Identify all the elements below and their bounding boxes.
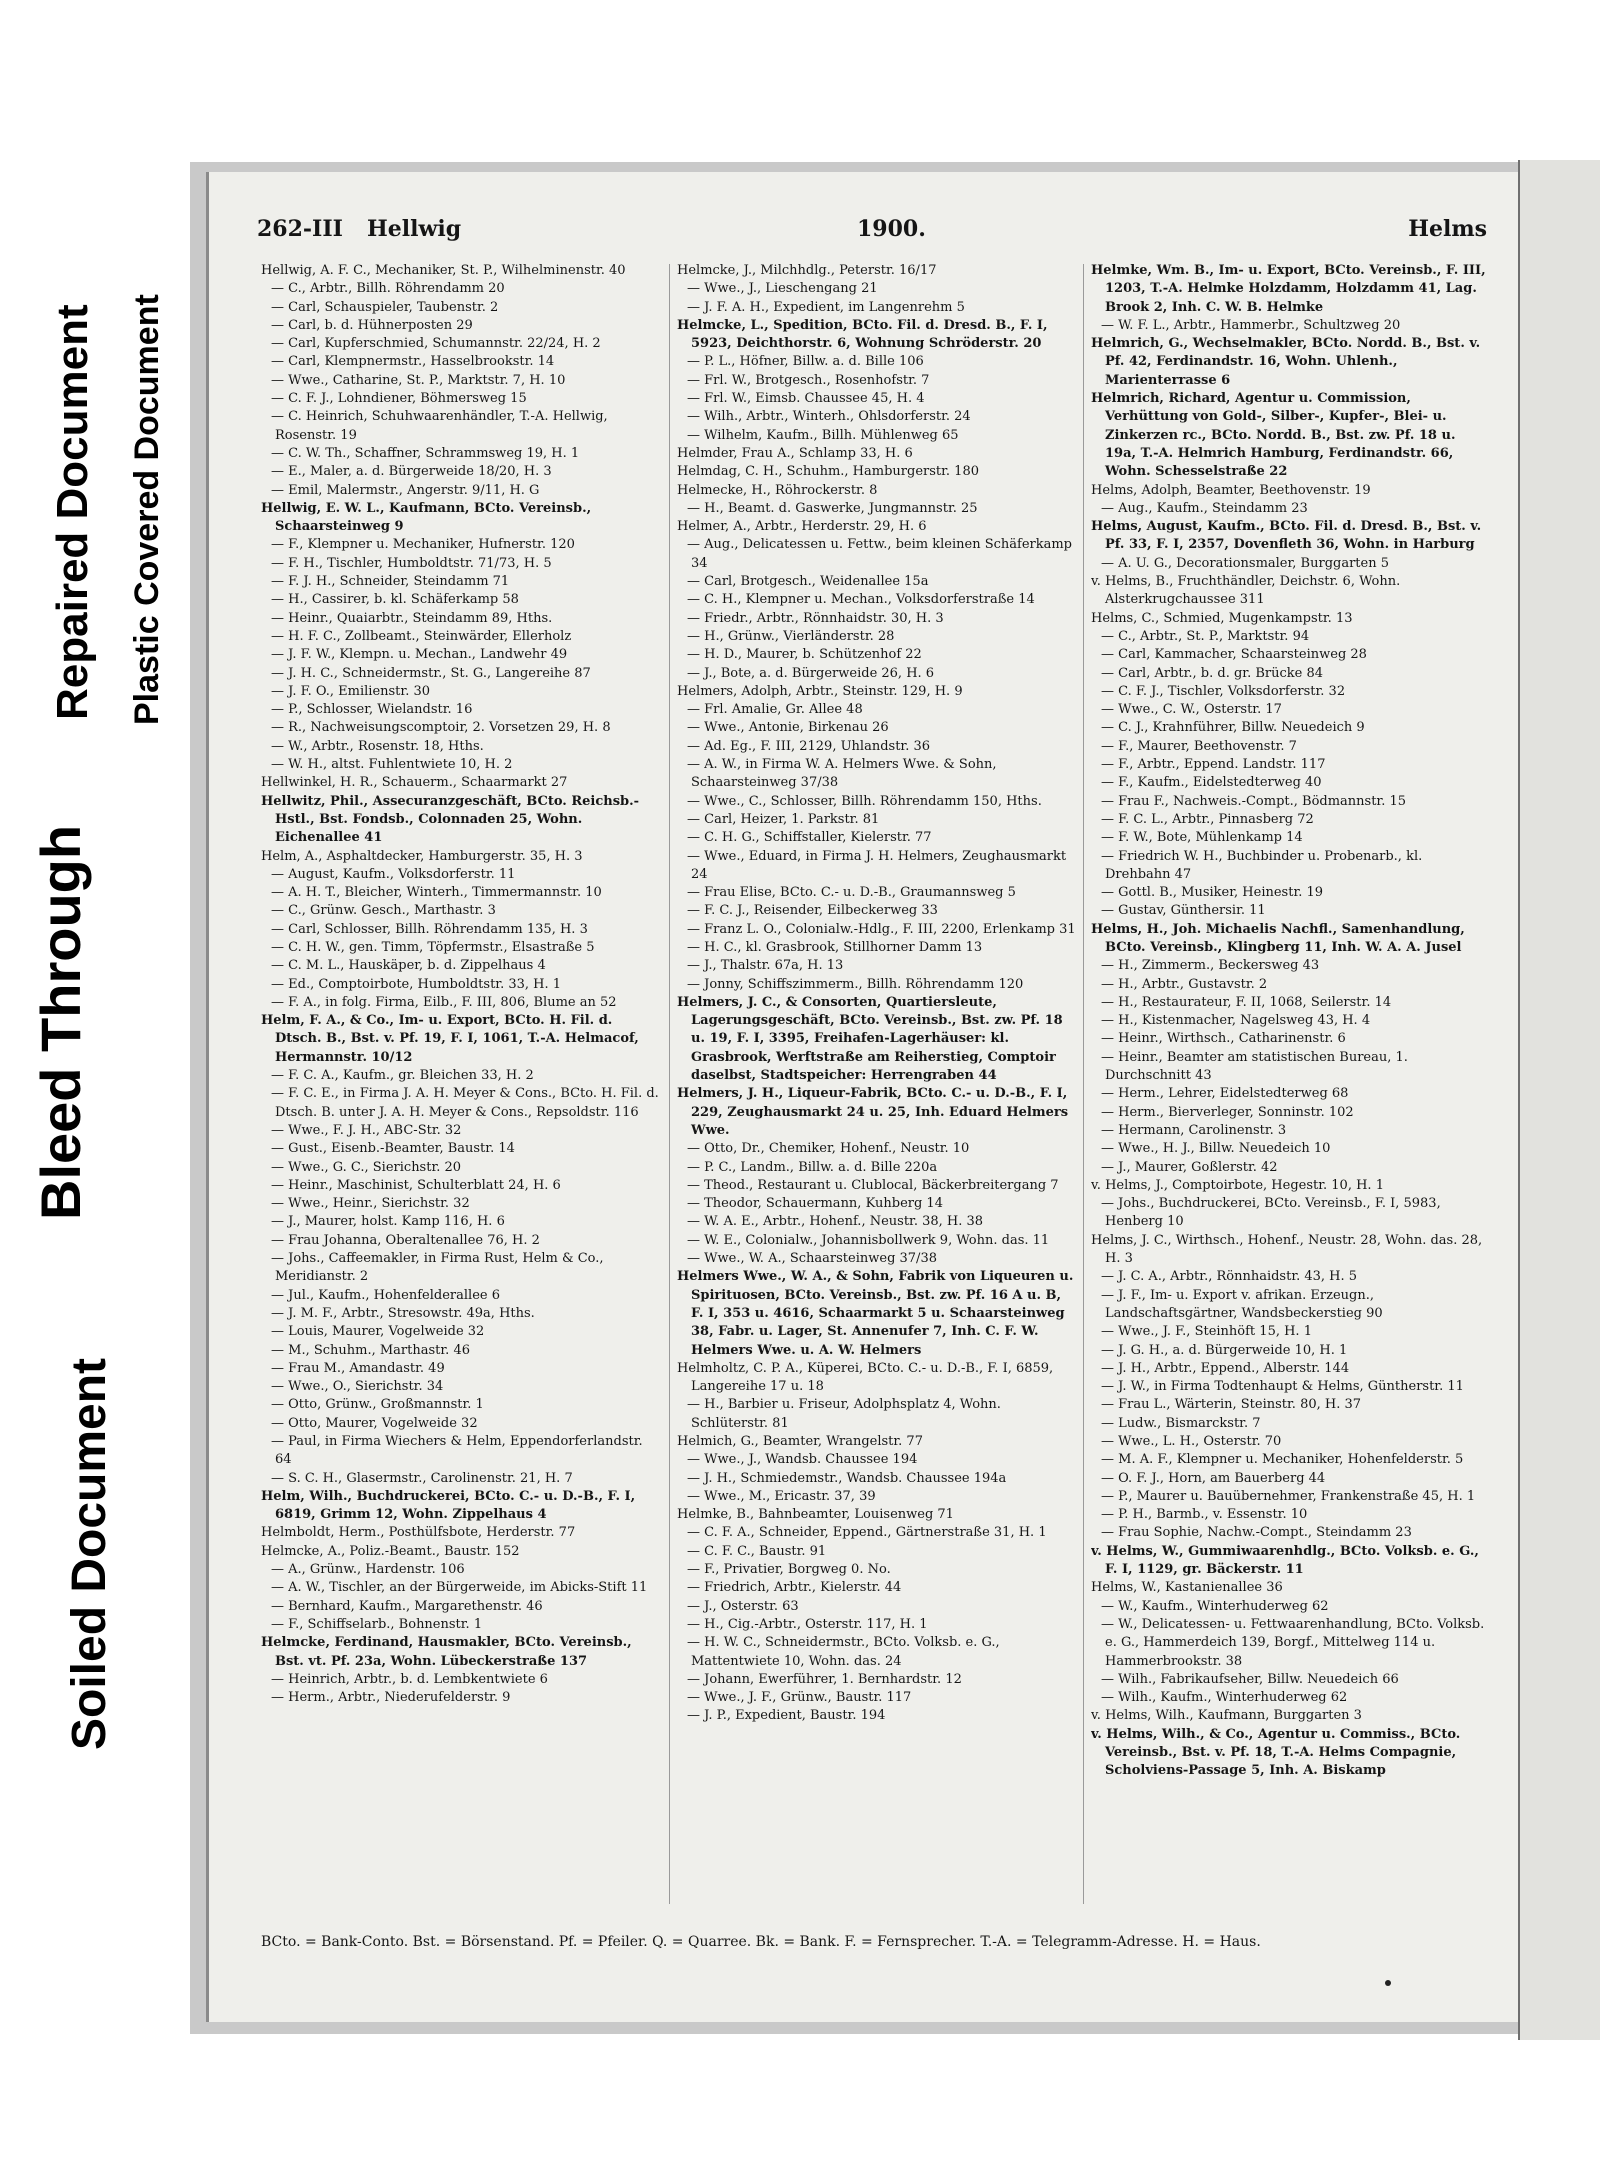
directory-sub-entry: — Frl. W., Brotgesch., Rosenhofstr. 7: [687, 372, 930, 388]
directory-entry: Helm, Wilh., Buchdruckerei, BCto. C.- u. D.-B., F. I, 6819, Grimm 12, Wohn. Zippelhaus 4: [261, 1488, 636, 1523]
directory-entry: Helmcke, L., Spedition, BCto. Fil. d. Dresd. B., F. I, 5923, Deichthorstr. 6, Wohnung Schröderstr. 20: [677, 317, 1048, 352]
directory-entry: Helm, A., Asphaltdecker, Hamburgerstr. 35, H. 3: [261, 848, 583, 864]
directory-sub-entry: — Theodor, Schauermann, Kuhberg 14: [687, 1196, 943, 1212]
directory-entry: Hellwig, E. W. L., Kaufmann, BCto. Vereinsb., Schaarsteinweg 9: [261, 500, 592, 535]
directory-sub-entry: — Wwe., J., Lieschengang 21: [687, 281, 878, 297]
directory-sub-entry: — E., Maler, a. d. Bürgerweide 18/20, H. 3: [271, 464, 552, 480]
directory-sub-entry: — P., Schlosser, Wielandstr. 16: [271, 702, 473, 718]
directory-column-1: [261, 262, 661, 1912]
directory-sub-entry: — Frau Elise, BCto. C.- u. D.-B., Graumannsweg 5: [687, 885, 1016, 901]
directory-sub-entry: — J. F., Im- u. Export v. afrikan. Erzeugn., Landschaftsgärtner, Wandsbeckerstieg 90: [1101, 1287, 1383, 1321]
directory-entry: Helmke, B., Bahnbeamter, Louisenweg 71: [677, 1507, 954, 1523]
directory-sub-entry: — Herm., Lehrer, Eidelstedterweg 68: [1101, 1086, 1349, 1102]
directory-sub-entry: — A. U. G., Decorationsmaler, Burggarten 5: [1101, 555, 1389, 571]
directory-sub-entry: — Wwe., O., Sierichstr. 34: [271, 1379, 444, 1395]
directory-sub-entry: — Ad. Eg., F. III, 2129, Uhlandstr. 36: [687, 738, 931, 754]
directory-sub-entry: — F., Kaufm., Eidelstedterweg 40: [1101, 775, 1322, 791]
directory-entry: Helmers, Adolph, Arbtr., Steinstr. 129, H. 9: [677, 683, 963, 699]
directory-sub-entry: — H., Zimmerm., Beckersweg 43: [1101, 958, 1320, 974]
directory-sub-entry: — F., Schiffselarb., Bohnenstr. 1: [271, 1616, 483, 1632]
directory-sub-entry: — H., Grünw., Vierländerstr. 28: [687, 628, 895, 644]
label-repaired-document: Repaired Document: [48, 304, 97, 720]
directory-sub-entry: — W. A. E., Arbtr., Hohenf., Neustr. 38, H. 38: [687, 1214, 984, 1230]
directory-entry: Helmer, A., Arbtr., Herderstr. 29, H. 6: [677, 519, 927, 535]
directory-sub-entry: — H., Cig.-Arbtr., Osterstr. 117, H. 1: [687, 1616, 928, 1632]
page-number: 262-III: [257, 216, 343, 242]
directory-entry: Helmder, Frau A., Schlamp 33, H. 6: [677, 445, 913, 461]
directory-sub-entry: — H., Arbtr., Gustavstr. 2: [1101, 976, 1268, 992]
directory-sub-entry: — Carl, Kupferschmied, Schumannstr. 22/24, H. 2: [271, 336, 601, 352]
directory-sub-entry: — Wwe., Antonie, Birkenau 26: [687, 720, 889, 736]
directory-sub-entry: — Wwe., L. H., Osterstr. 70: [1101, 1434, 1282, 1449]
directory-sub-entry: — Carl, Klempnermstr., Hasselbrookstr. 14: [271, 354, 555, 370]
directory-sub-entry: — Carl, Arbtr., b. d. gr. Brücke 84: [1101, 665, 1324, 681]
directory-sub-entry: — Wwe., J., Wandsb. Chaussee 194: [687, 1452, 918, 1468]
directory-sub-entry: — M. A. F., Klempner u. Mechaniker, Hohenfelderstr. 5: [1101, 1452, 1464, 1468]
directory-sub-entry: — Johs., Caffeemakler, in Firma Rust, Helm & Co., Meridianstr. 2: [271, 1251, 604, 1285]
directory-sub-entry: — Friedrich W. H., Buchbinder u. Probenarb., kl. Drehbahn 47: [1101, 848, 1423, 882]
directory-sub-entry: — W. H., altst. Fuhlentwiete 10, H. 2: [271, 757, 513, 773]
directory-sub-entry: — Johs., Buchdruckerei, BCto. Vereinsb., F. I, 5983, Henberg 10: [1101, 1196, 1441, 1230]
directory-sub-entry: — Wilh., Arbtr., Winterh., Ohlsdorferstr. 24: [687, 409, 971, 425]
directory-sub-entry: — Carl, Schlosser, Billh. Röhrendamm 135, H. 3: [271, 921, 588, 937]
directory-sub-entry: — F. C. J., Reisender, Eilbeckerweg 33: [687, 903, 938, 919]
directory-sub-entry: — O. F. J., Horn, am Bauerberg 44: [1101, 1470, 1326, 1486]
directory-entry: Hellwinkel, H. R., Schauerm., Schaarmarkt 27: [261, 775, 568, 791]
directory-sub-entry: — H., Restaurateur, F. II, 1068, Seilerstr. 14: [1101, 994, 1392, 1010]
directory-entry: Helmdag, C. H., Schuhm., Hamburgerstr. 180: [677, 464, 979, 480]
directory-entry: Helmcke, Ferdinand, Hausmakler, BCto. Vereinsb., Bst. vt. Pf. 23a, Wohn. Lübeckerstraße 137: [261, 1635, 632, 1669]
directory-sub-entry: — W. E., Colonialw., Johannisbollwerk 9, Wohn. das. 11: [687, 1232, 1050, 1248]
directory-sub-entry: — Carl, b. d. Hühnerposten 29: [271, 317, 473, 333]
directory-sub-entry: — Friedrich, Arbtr., Kielerstr. 44: [687, 1580, 902, 1596]
directory-sub-entry: — Frau Johanna, Oberaltenallee 76, H. 2: [271, 1232, 540, 1248]
directory-entry: Helmrich, G., Wechselmakler, BCto. Nordd. B., Bst. v. Pf. 42, Ferdinandstr. 16, Wohn. Uhlenh., Marienterrasse 6: [1091, 336, 1481, 388]
directory-sub-entry: — C. H., Klempner u. Mechan., Volksdorferstraße 14: [687, 592, 1035, 608]
directory-sub-entry: — J., Bote, a. d. Bürgerweide 26, H. 6: [687, 665, 935, 681]
directory-entry: Helms, W., Kastanienallee 36: [1091, 1580, 1283, 1596]
directory-sub-entry: — S. C. H., Glasermstr., Carolinenstr. 21, H. 7: [271, 1470, 573, 1486]
directory-entry: Helmers, J. H., Liqueur-Fabrik, BCto. C.- u. D.-B., F. I, 229, Zeughausmarkt 24 u. 25, Inh. Eduard Helmers Wwe.: [677, 1086, 1069, 1138]
directory-sub-entry: — Wwe., C. W., Osterstr. 17: [1101, 702, 1282, 718]
running-head: [257, 216, 1487, 250]
directory-sub-entry: — P. L., Höfner, Billw. a. d. Bille 106: [687, 354, 924, 370]
directory-entry: v. Helms, W., Gummiwaarenhdlg., BCto. Volksb. e. G., F. I, 1129, gr. Bäckerstr. 11: [1091, 1543, 1479, 1578]
directory-sub-entry: — C. F. C., Baustr. 91: [687, 1543, 827, 1559]
directory-sub-entry: — J., Maurer, Goßlerstr. 42: [1101, 1159, 1278, 1175]
directory-sub-entry: — C., Arbtr., Billh. Röhrendamm 20: [271, 281, 505, 297]
directory-sub-entry: — H. C., kl. Grasbrook, Stillhorner Damm 13: [687, 939, 983, 955]
label-bleed-through: Bleed Through: [29, 824, 92, 1220]
directory-sub-entry: — F., Klempner u. Mechaniker, Hufnerstr. 120: [271, 537, 575, 553]
directory-sub-entry: — J., Maurer, holst. Kamp 116, H. 6: [271, 1214, 505, 1230]
directory-sub-entry: — Frau F., Nachweis.-Compt., Bödmannstr. 15: [1101, 793, 1407, 809]
directory-sub-entry: — J. H. C., Schneidermstr., St. G., Langereihe 87: [271, 665, 591, 681]
directory-sub-entry: — Frl. Amalie, Gr. Allee 48: [687, 702, 863, 718]
directory-sub-entry: — Wwe., C., Schlosser, Billh. Röhrendamm 150, Hths.: [687, 793, 1042, 809]
directory-entry: Helmich, G., Beamter, Wrangelstr. 77: [677, 1434, 923, 1449]
directory-sub-entry: — Heinrich, Arbtr., b. d. Lembkentwiete 6: [271, 1671, 548, 1687]
directory-sub-entry: — Franz L. O., Colonialw.-Hdlg., F. III, 2200, Erlenkamp 31: [687, 921, 1076, 937]
directory-sub-entry: — Gust., Eisenb.-Beamter, Baustr. 14: [271, 1141, 515, 1157]
directory-sub-entry: — H., Kistenmacher, Nagelsweg 43, H. 4: [1101, 1013, 1371, 1029]
directory-sub-entry: — W. F. L., Arbtr., Hammerbr., Schultzweg 20: [1101, 317, 1401, 333]
directory-sub-entry: — Carl, Brotgesch., Weidenallee 15a: [687, 574, 929, 590]
directory-entry: Helms, Adolph, Beamter, Beethovenstr. 19: [1091, 482, 1371, 498]
directory-sub-entry: — Emil, Malermstr., Angerstr. 9/11, H. G: [271, 482, 540, 498]
directory-sub-entry: — C. F. J., Tischler, Volksdorferstr. 32: [1101, 683, 1346, 699]
directory-sub-entry: — F. A., in folg. Firma, Eilb., F. III, 806, Blume an 52: [271, 994, 617, 1010]
directory-sub-entry: — J. F. A. H., Expedient, im Langenrehm 5: [687, 299, 965, 315]
directory-sub-entry: — J. C. A., Arbtr., Rönnhaidstr. 43, H. 5: [1101, 1269, 1358, 1285]
directory-sub-entry: — R., Nachweisungscomptoir, 2. Vorsetzen 29, H. 8: [271, 720, 611, 736]
directory-sub-entry: — Wwe., Heinr., Sierichstr. 32: [271, 1196, 470, 1212]
directory-sub-entry: — C. M. L., Hauskäper, b. d. Zippelhaus 4: [271, 958, 546, 974]
condition-labels: [0, 0, 190, 2177]
directory-sub-entry: — A. W., in Firma W. A. Helmers Wwe. & Sohn, Schaarsteinweg 37/38: [687, 757, 997, 791]
directory-entry: Helmers, J. C., & Consorten, Quartiersleute, Lagerungsgeschäft, BCto. Vereinsb., Bst. zw. Pf. 18 u. 19, F. I, 3395, Freihafen-Lagerhäuser: kl. Grasbrook, Werftstraße am Reiherstieg, Comptoir daselbst, Stadtspeicher: Herrengraben 44: [677, 994, 1063, 1084]
directory-sub-entry: — Heinr., Wirthsch., Catharinenstr. 6: [1101, 1031, 1346, 1047]
directory-sub-entry: — J., Osterstr. 63: [687, 1598, 799, 1614]
directory-sub-entry: — Aug., Delicatessen u. Fettw., beim kleinen Schäferkamp 34: [687, 537, 1072, 571]
directory-sub-entry: — Otto, Maurer, Vogelweide 32: [271, 1415, 478, 1431]
directory-entry: Helmke, Wm. B., Im- u. Export, BCto. Vereinsb., F. III, 1203, T.-A. Helmke Holzdamm, Holzdamm 41, Lag. Brook 2, Inh. C. W. B. Helmke: [1091, 263, 1486, 315]
directory-sub-entry: — Heinr., Maschinist, Schulterblatt 24, H. 6: [271, 1177, 561, 1193]
directory-sub-entry: — A., Grünw., Hardenstr. 106: [271, 1562, 465, 1578]
directory-sub-entry: — C. H. G., Schiffstaller, Kielerstr. 77: [687, 830, 932, 846]
directory-entry: Helmboldt, Herm., Posthülfsbote, Herderstr. 77: [261, 1525, 576, 1541]
directory-sub-entry: — F. W., Bote, Mühlenkamp 14: [1101, 830, 1303, 846]
directory-sub-entry: — F. C. A., Kaufm., gr. Bleichen 33, H. 2: [271, 1068, 534, 1084]
directory-entry: Helmrich, Richard, Agentur u. Commission, Verhüttung von Gold-, Silber-, Kupfer-, Blei- u. Zinkerzen rc., BCto. Nordd. B., Bst. zw. Pf. 18 u. 19a, T.-A. Helmrich Hamburg, Ferdinandstr. 66, Wohn. Schesselstraße 22: [1091, 391, 1456, 480]
directory-sub-entry: — F. C. L., Arbtr., Pinnasberg 72: [1101, 811, 1314, 827]
directory-page: [206, 172, 1518, 2022]
directory-sub-entry: — H., Barbier u. Friseur, Adolphsplatz 4, Wohn. Schlüterstr. 81: [687, 1397, 1001, 1431]
directory-sub-entry: — Wilh., Kaufm., Winterhuderweg 62: [1101, 1690, 1348, 1706]
directory-column-3: [1091, 262, 1491, 1912]
directory-sub-entry: — C., Arbtr., St. P., Marktstr. 94: [1101, 628, 1310, 644]
directory-sub-entry: — Wwe., Eduard, in Firma J. H. Helmers, Zeughausmarkt 24: [687, 848, 1067, 882]
directory-sub-entry: — C. J., Krahnführer, Billw. Neuedeich 9: [1101, 720, 1365, 736]
directory-sub-entry: — Heinr., Beamter am statistischen Bureau, 1. Durchschnitt 43: [1101, 1049, 1408, 1084]
directory-sub-entry: — F., Privatier, Borgweg 0. No.: [687, 1562, 891, 1578]
directory-entry: Hellwitz, Phil., Assecuranzgeschäft, BCto. Reichsb.-Hstl., Bst. Fondsb., Colonnaden 25, Wohn. Eichenallee 41: [261, 793, 640, 846]
directory-column-2: [677, 262, 1077, 1912]
directory-sub-entry: — Hermann, Carolinenstr. 3: [1101, 1122, 1287, 1138]
directory-sub-entry: — P. H., Barmb., v. Essenstr. 10: [1101, 1507, 1308, 1523]
directory-sub-entry: — H. F. C., Zollbeamt., Steinwärder, Ellerholz: [271, 628, 572, 644]
directory-sub-entry: — Wwe., Catharine, St. P., Marktstr. 7, H. 10: [271, 372, 566, 388]
directory-sub-entry: — J. G. H., a. d. Bürgerweide 10, H. 1: [1101, 1342, 1348, 1358]
column-divider: [669, 264, 670, 1904]
directory-sub-entry: — Ludw., Bismarckstr. 7: [1101, 1415, 1261, 1431]
directory-entry: Hellwig, A. F. C., Mechaniker, St. P., Wilhelminenstr. 40: [261, 263, 626, 278]
directory-entry: v. Helms, J., Comptoirbote, Hegestr. 10, H. 1: [1091, 1177, 1384, 1193]
directory-sub-entry: — F. C. E., in Firma J. A. H. Meyer & Cons., BCto. H. Fil. d. Dtsch. B. unter J. A. H. Meyer & Cons., Repsoldstr. 116: [271, 1086, 659, 1120]
directory-sub-entry: — Carl, Heizer, 1. Parkstr. 81: [687, 811, 880, 827]
directory-sub-entry: — Friedr., Arbtr., Rönnhaidstr. 30, H. 3: [687, 610, 944, 626]
directory-sub-entry: — Frau L., Wärterin, Steinstr. 80, H. 37: [1101, 1397, 1362, 1413]
label-plastic-covered-document: Plastic Covered Document: [128, 294, 166, 725]
directory-entry: Helmholtz, C. P. A., Küperei, BCto. C.- u. D.-B., F. I, 6859, Langereihe 17 u. 18: [677, 1360, 1054, 1395]
column-divider: [1083, 264, 1084, 1904]
directory-entry: Helmecke, H., Röhrockerstr. 8: [677, 482, 878, 498]
right-guide-word: Helms: [1408, 216, 1487, 242]
directory-sub-entry: — Wwe., F. J. H., ABC-Str. 32: [271, 1122, 462, 1138]
directory-sub-entry: — C. W. Th., Schaffner, Schrammsweg 19, H. 1: [271, 445, 580, 461]
directory-sub-entry: — H. W. C., Schneidermstr., BCto. Volksb. e. G., Mattentwiete 10, Wohn. das. 24: [687, 1635, 1000, 1669]
directory-entry: v. Helms, B., Fruchthändler, Deichstr. 6, Wohn. Alsterkrugchaussee 311: [1091, 574, 1401, 608]
directory-entry: v. Helms, Wilh., & Co., Agentur u. Commiss., BCto. Vereinsb., Bst. v. Pf. 18, T.-A. Helms Compagnie, Scholviens-Passage 5, Inh. A. Biskamp: [1091, 1726, 1461, 1779]
directory-sub-entry: — Frl. W., Eimsb. Chaussee 45, H. 4: [687, 391, 925, 407]
directory-sub-entry: — F., Maurer, Beethovenstr. 7: [1101, 738, 1297, 754]
year-heading: 1900.: [857, 216, 926, 242]
directory-sub-entry: — F. H., Tischler, Humboldtstr. 71/73, H. 5: [271, 555, 552, 571]
directory-entry: Helms, H., Joh. Michaelis Nachfl., Samenhandlung, BCto. Vereinsb., Klingberg 11, Inh. W. A. A. Jusel: [1091, 921, 1465, 955]
directory-sub-entry: — Herm., Bierverleger, Sonninstr. 102: [1101, 1104, 1354, 1120]
directory-sub-entry: — J. W., in Firma Todtenhaupt & Helms, Güntherstr. 11: [1101, 1379, 1464, 1395]
directory-sub-entry: — Wwe., J. F., Grünw., Baustr. 117: [687, 1690, 912, 1706]
directory-sub-entry: — Carl, Schauspieler, Taubenstr. 2: [271, 299, 499, 315]
directory-sub-entry: — F. J. H., Schneider, Steindamm 71: [271, 574, 510, 590]
left-guide-word: Hellwig: [367, 216, 462, 242]
directory-sub-entry: — Wwe., J. F., Steinhöft 15, H. 1: [1101, 1324, 1312, 1340]
directory-sub-entry: — Louis, Maurer, Vogelweide 32: [271, 1324, 485, 1340]
directory-sub-entry: — P. C., Landm., Billw. a. d. Bille 220a: [687, 1159, 938, 1175]
directory-sub-entry: — Theod., Restaurant u. Clublocal, Bäckerbreitergang 7: [687, 1177, 1059, 1193]
directory-entry: Helmers Wwe., W. A., & Sohn, Fabrik von Liqueuren u. Spirituosen, BCto. Vereinsb., Bst. zw. Pf. 16 A u. B, F. I, 353 u. 4616, Schaarmarkt 5 u. Schaarsteinweg 38, Fabr. u. Lager, St. Annenufer 7, Inh. C. F. W. Helmers Wwe. u. A. W. Helmers: [677, 1269, 1074, 1358]
directory-sub-entry: — H. D., Maurer, b. Schützenhof 22: [687, 647, 922, 663]
directory-sub-entry: — J. H., Schmiedemstr., Wandsb. Chaussee 194a: [687, 1470, 1007, 1486]
directory-sub-entry: — C., Grünw. Gesch., Marthastr. 3: [271, 903, 496, 919]
directory-sub-entry: — J., Thalstr. 67a, H. 13: [687, 958, 844, 974]
directory-sub-entry: — W., Kaufm., Winterhuderweg 62: [1101, 1598, 1329, 1614]
directory-sub-entry: — J. P., Expedient, Baustr. 194: [687, 1708, 886, 1724]
directory-sub-entry: — C. Heinrich, Schuhwaarenhändler, T.-A. Hellwig, Rosenstr. 19: [271, 409, 608, 443]
directory-sub-entry: — W., Delicatessen- u. Fettwaarenhandlung, BCto. Volksb. e. G., Hammerdeich 139, Borgf., Mittelweg 114 u. Hammerbrookstr. 38: [1101, 1616, 1485, 1669]
directory-entry: Helms, C., Schmied, Mugenkampstr. 13: [1091, 610, 1353, 626]
directory-sub-entry: — P., Maurer u. Bauübernehmer, Frankenstraße 45, H. 1: [1101, 1488, 1476, 1504]
directory-entry: Helm, F. A., & Co., Im- u. Export, BCto. H. Fil. d. Dtsch. B., Bst. v. Pf. 19, F. I, 1061, T.-A. Helmacof, Hermannstr. 10/12: [261, 1013, 639, 1065]
directory-sub-entry: — Otto, Dr., Chemiker, Hohenf., Neustr. 10: [687, 1141, 970, 1157]
directory-sub-entry: — Jul., Kaufm., Hohenfelderallee 6: [271, 1287, 500, 1303]
directory-sub-entry: — A. H. T., Bleicher, Winterh., Timmermannstr. 10: [271, 885, 602, 901]
directory-sub-entry: — Wwe., M., Ericastr. 37, 39: [687, 1488, 876, 1504]
directory-sub-entry: — Herm., Arbtr., Niederufelderstr. 9: [271, 1690, 511, 1706]
directory-sub-entry: — Jonny, Schiffszimmerm., Billh. Röhrendamm 120: [687, 976, 1024, 992]
adjacent-page-edge: [1518, 160, 1600, 2040]
directory-sub-entry: — Wilh., Fabrikaufseher, Billw. Neuedeich 66: [1101, 1671, 1399, 1687]
directory-sub-entry: — M., Schuhm., Marthastr. 46: [271, 1342, 470, 1358]
directory-sub-entry: — W., Arbtr., Rosenstr. 18, Hths.: [271, 738, 484, 754]
directory-sub-entry: — Otto, Grünw., Großmannstr. 1: [271, 1397, 484, 1413]
directory-sub-entry: — A. W., Tischler, an der Bürgerweide, im Abicks-Stift 11: [271, 1580, 648, 1596]
directory-sub-entry: — Wwe., W. A., Schaarsteinweg 37/38: [687, 1251, 937, 1267]
ink-speck: [1385, 1980, 1391, 1986]
directory-sub-entry: — J. F. W., Klempn. u. Mechan., Landwehr 49: [271, 647, 568, 663]
directory-sub-entry: — August, Kaufm., Volksdorferstr. 11: [271, 866, 516, 882]
directory-sub-entry: — F., Arbtr., Eppend. Landstr. 117: [1101, 757, 1326, 773]
abbreviation-legend: BCto. = Bank-Conto. Bst. = Börsenstand. Pf. = Pfeiler. Q. = Quarree. Bk. = Bank. F. = Fernsprecher. T.-A. = Telegramm-Adresse. H. = Haus.: [261, 1934, 1261, 1950]
directory-sub-entry: — Frau M., Amandastr. 49: [271, 1360, 445, 1376]
directory-sub-entry: — Heinr., Quaiarbtr., Steindamm 89, Hths.: [271, 610, 553, 626]
directory-sub-entry: — Wwe., G. C., Sierichstr. 20: [271, 1159, 462, 1175]
directory-sub-entry: — Frau Sophie, Nachw.-Compt., Steindamm 23: [1101, 1525, 1412, 1541]
directory-sub-entry: — Gustav, Günthersir. 11: [1101, 903, 1266, 919]
directory-sub-entry: — C. F. J., Lohndiener, Böhmersweg 15: [271, 391, 527, 407]
label-soiled-document: Soiled Document: [63, 1357, 116, 1750]
directory-entry: Helms, August, Kaufm., BCto. Fil. d. Dresd. B., Bst. v. Pf. 33, F. I, 2357, Dovenfleth 36, Wohn. in Harburg: [1091, 519, 1482, 553]
directory-sub-entry: — C. H. W., gen. Timm, Töpfermstr., Elsastraße 5: [271, 939, 595, 955]
directory-sub-entry: — C. F. A., Schneider, Eppend., Gärtnerstraße 31, H. 1: [687, 1525, 1047, 1541]
directory-entry: Helms, J. C., Wirthsch., Hohenf., Neustr. 28, Wohn. das. 28, H. 3: [1091, 1232, 1483, 1267]
directory-sub-entry: — Johann, Ewerführer, 1. Bernhardstr. 12: [687, 1671, 962, 1687]
directory-sub-entry: — Gottl. B., Musiker, Heinestr. 19: [1101, 885, 1324, 901]
directory-sub-entry: — H., Cassirer, b. kl. Schäferkamp 58: [271, 592, 519, 608]
directory-sub-entry: — J. F. O., Emilienstr. 30: [271, 683, 430, 699]
directory-entry: Helmcke, J., Milchhdlg., Peterstr. 16/17: [677, 263, 937, 278]
directory-entry: v. Helms, Wilh., Kaufmann, Burggarten 3: [1091, 1708, 1362, 1724]
directory-sub-entry: — Aug., Kaufm., Steindamm 23: [1101, 500, 1308, 516]
directory-sub-entry: — Paul, in Firma Wiechers & Helm, Eppendorferlandstr. 64: [271, 1434, 643, 1468]
directory-sub-entry: — Wwe., H. J., Billw. Neuedeich 10: [1101, 1141, 1331, 1157]
directory-sub-entry: — J. H., Arbtr., Eppend., Alberstr. 144: [1101, 1360, 1350, 1376]
directory-sub-entry: — H., Beamt. d. Gaswerke, Jungmannstr. 25: [687, 500, 978, 516]
directory-sub-entry: — Wilhelm, Kaufm., Billh. Mühlenweg 65: [687, 427, 959, 443]
directory-sub-entry: — Ed., Comptoirbote, Humboldtstr. 33, H. 1: [271, 976, 562, 992]
directory-entry: Helmcke, A., Poliz.-Beamt., Baustr. 152: [261, 1543, 520, 1559]
directory-sub-entry: — J. M. F., Arbtr., Stresowstr. 49a, Hths.: [271, 1305, 535, 1321]
directory-sub-entry: — Bernhard, Kaufm., Margarethenstr. 46: [271, 1598, 543, 1614]
directory-sub-entry: — Carl, Kammacher, Schaarsteinweg 28: [1101, 647, 1367, 663]
